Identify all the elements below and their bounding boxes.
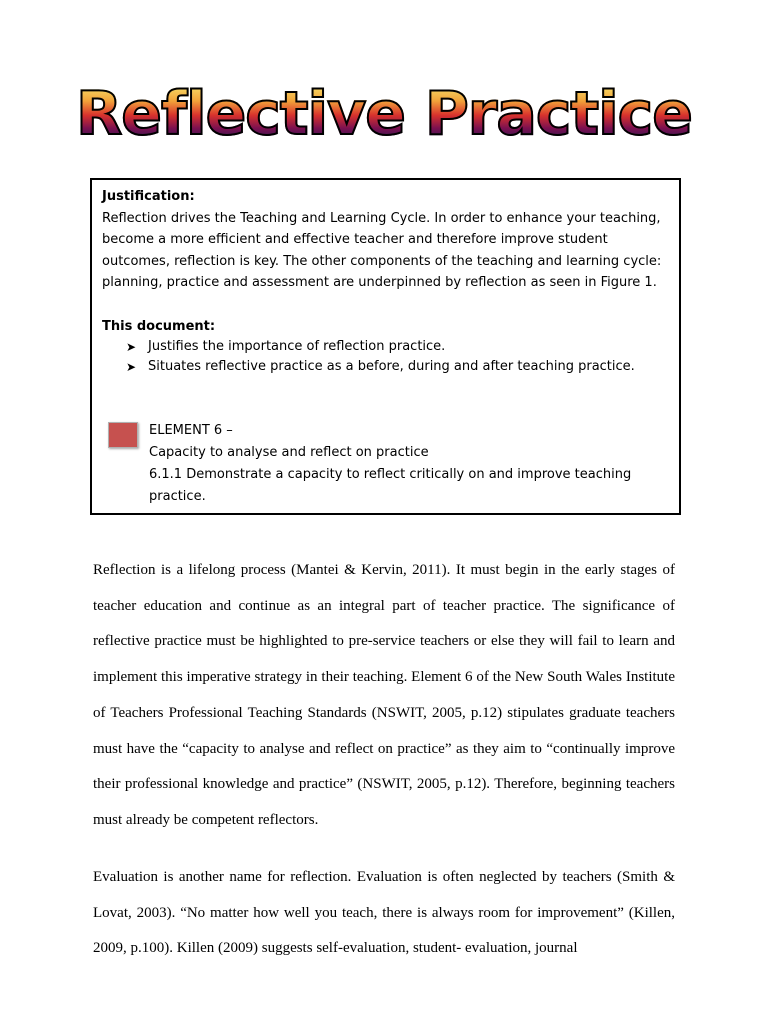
list-item [102,357,672,377]
document-title: Reflective Practice [0,84,768,144]
body-paragraph-1 [93,553,675,839]
summary-box [90,178,681,515]
justification-heading: Justification: [102,189,195,204]
summary-box-content [102,186,672,377]
document-heading: This document: [102,318,216,334]
element-text [149,420,669,508]
paragraph-text: Evaluation is another name for reflection. Evaluation is often neglected by teachers (Smith & Lovat, 2003). “No matter how well you teach, there is always room for improvement” (Killen, 2009, p.100). Killen (2009) suggests self-evaluation, student- evaluation, journal [93,869,675,957]
bullet-text: Justifies the importance of reflection practice. [148,339,446,354]
bullet-text: Situates reflective practice as a before, during and after teaching practice. [148,359,635,374]
element-description: Capacity to analyse and reflect on practice [149,445,429,460]
arrow-bullet-icon: ➤ [126,340,137,354]
red-square-icon [108,422,138,448]
list-item [102,337,672,357]
justification-text: Reflection drives the Teaching and Learning Cycle. In order to enhance your teaching, become a more efficient and effective teacher and therefore improve student outcomes, reflection is key. The other components of the teaching and learning cycle: planning, practice and assessment are underpinned by reflection as seen in Figure 1. [102,210,662,290]
spacer [102,294,672,316]
element-label: ELEMENT 6 – [149,423,233,438]
paragraph-text: Reflection is a lifelong process (Mantei & Kervin, 2011). It must begin in the early stages of teacher education and continue as an integral part of teacher practice. The significance of reflective practice must be highlighted to pre-service teachers or else they will fail to learn and implement this imperative strategy in their teaching. Element 6 of the New South Wales Institute of Teachers Professional Teaching Standards (NSWIT, 2005, p.12) stipulates graduate teachers must have the “capacity to analyse and reflect on practice” as they aim to “continually improve their professional knowledge and practice” (NSWIT, 2005, p.12). Therefore, beginning teachers must already be competent reflectors. [93,562,675,828]
arrow-bullet-icon: ➤ [126,360,137,374]
body-paragraph-2 [93,860,675,967]
document-bullets [102,337,672,377]
element-standard: 6.1.1 Demonstrate a capacity to reflect critically on and improve teaching practice. [149,467,632,504]
